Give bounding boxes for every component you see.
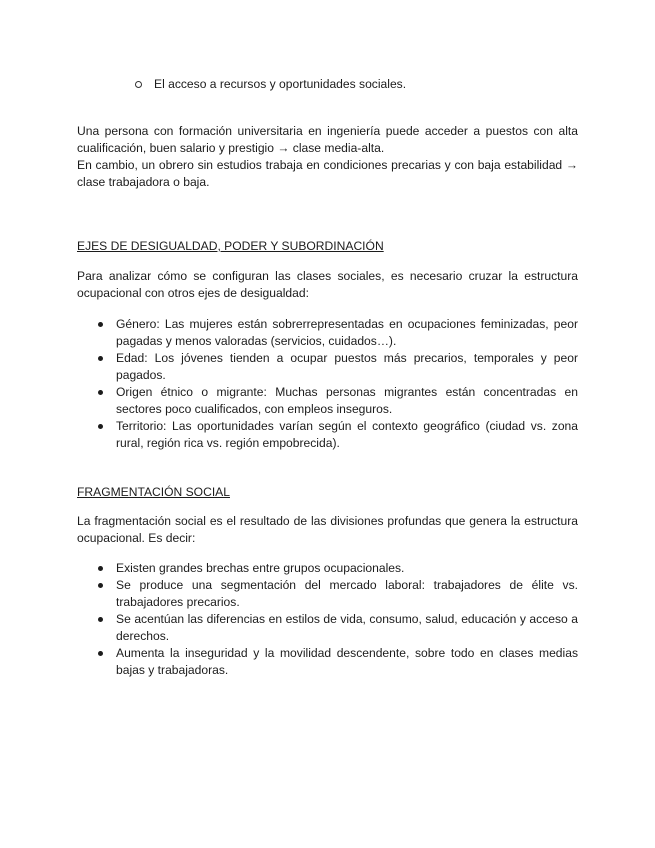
- list-item-text: Territorio: Las oportunidades varían según el contexto geográfico (ciudad vs. zona rural, región rica vs. región empobrecida).: [116, 419, 578, 450]
- list-item: [77, 611, 578, 645]
- bullet-icon: [98, 617, 103, 622]
- list-item: [77, 350, 578, 384]
- section-heading-inequality: EJES DE DESIGUALDAD, PODER Y SUBORDINACIÓN: [77, 239, 384, 253]
- list-item-text: Origen étnico o migrante: Muchas personas migrantes están concentradas en sectores poco cualificados, con empleos inseguros.: [116, 385, 578, 416]
- bullet-icon: [98, 583, 103, 588]
- example-paragraph-1: Una persona con formación universitaria en ingeniería puede acceder a puestos con alta cualificación, buen salario y prestigio → clase media-alta.: [77, 124, 578, 155]
- fragmentation-list: [77, 560, 578, 679]
- bullet-icon: [98, 566, 103, 571]
- section-intro-fragmentation: La fragmentación social es el resultado de las divisiones profundas que genera la estructura ocupacional. Es decir:: [77, 514, 578, 545]
- bullet-icon: [98, 322, 103, 327]
- list-item-text: Aumenta la inseguridad y la movilidad descendente, sobre todo en clases medias bajas y trabajadoras.: [116, 646, 578, 677]
- list-item-text: Se acentúan las diferencias en estilos de vida, consumo, salud, educación y acceso a derechos.: [116, 612, 578, 643]
- example-paragraph-2: En cambio, un obrero sin estudios trabaja en condiciones precarias y con baja estabilidad → clase trabajadora o baja.: [77, 158, 578, 189]
- list-item: [77, 384, 578, 418]
- bullet-icon: [98, 356, 103, 361]
- section-heading-fragmentation: FRAGMENTACIÓN SOCIAL: [77, 485, 230, 499]
- list-item-text: Se produce una segmentación del mercado laboral: trabajadores de élite vs. trabajadores precarios.: [116, 578, 578, 609]
- example-paragraphs: [77, 123, 578, 191]
- inequality-list: [77, 316, 578, 452]
- list-item: [77, 560, 578, 577]
- bullet-icon: [98, 651, 103, 656]
- list-item-text: Género: Las mujeres están sobrerrepresentadas en ocupaciones feminizadas, peor pagadas y menos valoradas (servicios, cuidados…).: [116, 317, 578, 348]
- list-item: [77, 418, 578, 452]
- section-intro-inequality: Para analizar cómo se configuran las clases sociales, es necesario cruzar la estructura ocupacional con otros ejes de desigualdad:: [77, 269, 578, 300]
- list-item-text: Edad: Los jóvenes tienden a ocupar puestos más precarios, temporales y peor pagados.: [116, 351, 578, 382]
- list-item: [77, 577, 578, 611]
- list-item: [77, 645, 578, 679]
- bullet-icon: [98, 390, 103, 395]
- list-item: [77, 316, 578, 350]
- bullet-icon: [98, 424, 103, 429]
- list-item-text: Existen grandes brechas entre grupos ocupacionales.: [116, 561, 405, 575]
- hollow-circle-bullet-icon: [135, 81, 142, 88]
- sub-list-item-text: El acceso a recursos y oportunidades sociales.: [154, 77, 407, 91]
- sub-list-item: [135, 76, 575, 93]
